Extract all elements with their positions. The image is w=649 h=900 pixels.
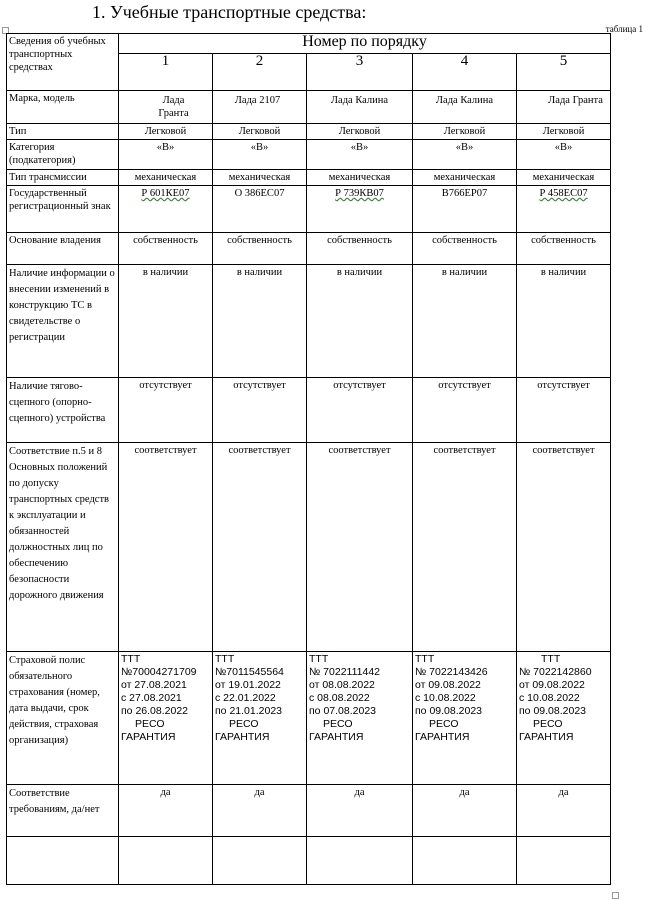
insurer-name: ГАРАНТИЯ [415, 731, 470, 743]
table-cell: механическая [307, 170, 413, 186]
insurer-name: ГАРАНТИЯ [309, 731, 364, 743]
insurer-name: ГАРАНТИЯ [519, 731, 574, 743]
table-cell: Легковой [517, 124, 611, 140]
empty-cell [413, 837, 517, 885]
policy-number: №7011545564 [215, 666, 284, 678]
table-cell [307, 186, 413, 233]
insurer-name: РЕСО [135, 718, 165, 730]
insurance-cell [119, 652, 213, 785]
plate-number: Р 739КВ07 [335, 188, 384, 199]
insurer-name: РЕСО [533, 718, 563, 730]
empty-cell [119, 837, 213, 885]
row-label: Страховой полис обязательного страхования (номер, дата выдачи, срок действия, страховая организация) [7, 652, 119, 785]
table-cell: «В» [517, 140, 611, 170]
table-number-label: таблица 1 [605, 24, 643, 34]
table-cell: «В» [119, 140, 213, 170]
table-cell: соответствует [413, 443, 517, 652]
table-cell: да [413, 785, 517, 837]
policy-number: № 7022142860 [519, 666, 592, 678]
table-row [7, 443, 611, 652]
row-label: Категория (подкатегория) [7, 140, 119, 170]
policy-valid-from: с 10.08.2022 [519, 692, 580, 704]
table-cell: Легковой [413, 124, 517, 140]
insurer-name: ГАРАНТИЯ [121, 731, 176, 743]
policy-issue-date: от 19.01.2022 [215, 679, 281, 691]
policy-valid-to: по 09.08.2023 [415, 705, 482, 717]
policy-series: ТТТ [215, 653, 235, 665]
table-cell: Лада Калина [413, 91, 517, 124]
table-cell: собственность [119, 233, 213, 265]
table-cell: собственность [517, 233, 611, 265]
policy-valid-from: с 08.08.2022 [309, 692, 370, 704]
policy-issue-date: от 09.08.2022 [415, 679, 481, 691]
plate-number: В766ЕР07 [441, 188, 488, 199]
policy-series: ТТТ [415, 653, 435, 665]
table-cell: собственность [413, 233, 517, 265]
row-label: Наличие тягово-сцепного (опорно-сцепного) устройства [7, 378, 119, 443]
plate-number: Р 601КЕ07 [141, 188, 190, 199]
table-cell: механическая [119, 170, 213, 186]
table-row [7, 785, 611, 837]
table-cell: Легковой [213, 124, 307, 140]
table-row-empty [7, 837, 611, 885]
table-cell: Лада Гранта [119, 91, 213, 124]
policy-series: ТТТ [541, 653, 561, 665]
row-label: Государственный регистрационный знак [7, 186, 119, 233]
table-cell: да [307, 785, 413, 837]
policy-series: ТТТ [309, 653, 329, 665]
table-cell: Легковой [119, 124, 213, 140]
policy-issue-date: от 08.08.2022 [309, 679, 375, 691]
table-resize-handle[interactable] [612, 892, 619, 899]
empty-cell [7, 837, 119, 885]
table-cell: отсутствует [413, 378, 517, 443]
table-cell [213, 186, 307, 233]
row-label: Основание владения [7, 233, 119, 265]
table-cell: в наличии [413, 265, 517, 378]
insurance-cell [413, 652, 517, 785]
table-cell [119, 186, 213, 233]
insurer-name: РЕСО [229, 718, 259, 730]
insurance-cell [517, 652, 611, 785]
policy-valid-to: по 07.08.2023 [309, 705, 376, 717]
table-row [7, 233, 611, 265]
row-label: Марка, модель [7, 91, 119, 124]
numbering-title: Номер по порядку [119, 34, 611, 54]
plate-number: Р 458ЕС07 [539, 188, 588, 199]
column-number: 1 [119, 54, 213, 91]
empty-cell [307, 837, 413, 885]
policy-series: ТТТ [121, 653, 141, 665]
table-cell: отсутствует [213, 378, 307, 443]
policy-valid-to: по 09.08.2023 [519, 705, 586, 717]
corner-label: Сведения об учебных транспортных средствах [9, 36, 106, 73]
table-row [7, 124, 611, 140]
row-label: Соответствие требованиям, да/нет [7, 785, 119, 837]
insurer-name: ГАРАНТИЯ [215, 731, 270, 743]
table-cell: отсутствует [119, 378, 213, 443]
column-number: 4 [413, 54, 517, 91]
table-row [7, 170, 611, 186]
table-cell: собственность [213, 233, 307, 265]
table-cell [413, 186, 517, 233]
policy-number: № 7022111442 [309, 666, 381, 678]
table-cell: в наличии [307, 265, 413, 378]
corner-label-cell [7, 34, 119, 91]
policy-issue-date: от 09.08.2022 [519, 679, 585, 691]
column-number: 5 [517, 54, 611, 91]
table-cell: механическая [413, 170, 517, 186]
table-cell: да [213, 785, 307, 837]
policy-issue-date: от 27.08.2021 [121, 679, 187, 691]
row-label: Тип [7, 124, 119, 140]
table-row [7, 186, 611, 233]
table-cell: механическая [213, 170, 307, 186]
table-cell: в наличии [213, 265, 307, 378]
policy-valid-to: по 26.08.2022 [121, 705, 188, 717]
table-cell: отсутствует [517, 378, 611, 443]
insurance-cell [213, 652, 307, 785]
table-row [7, 91, 611, 124]
policy-valid-from: с 10.08.2022 [415, 692, 476, 704]
table-cell: Лада Калина [307, 91, 413, 124]
empty-cell [517, 837, 611, 885]
document-heading: 1. Учебные транспортные средства: [92, 2, 367, 22]
insurer-name: РЕСО [323, 718, 353, 730]
column-number: 2 [213, 54, 307, 91]
table-row [7, 140, 611, 170]
table-cell: Лада 2107 [213, 91, 307, 124]
row-label: Тип трансмиссии [7, 170, 119, 186]
policy-valid-to: по 21.01.2023 [215, 705, 282, 717]
table-cell: отсутствует [307, 378, 413, 443]
insurance-cell [307, 652, 413, 785]
table-row [7, 265, 611, 378]
empty-cell [213, 837, 307, 885]
vehicles-table [6, 33, 611, 885]
table-cell: соответствует [517, 443, 611, 652]
table-row [7, 378, 611, 443]
table-cell: соответствует [307, 443, 413, 652]
table-cell: да [517, 785, 611, 837]
column-number: 3 [307, 54, 413, 91]
table-cell: Легковой [307, 124, 413, 140]
policy-valid-from: с 27.08.2021 [121, 692, 182, 704]
policy-number: № 7022143426 [415, 666, 488, 678]
table-cell: «В» [213, 140, 307, 170]
table-cell: соответствует [213, 443, 307, 652]
policy-number: №70004271709 [121, 666, 197, 678]
table-cell: «В» [413, 140, 517, 170]
table-cell: «В» [307, 140, 413, 170]
table-cell: в наличии [517, 265, 611, 378]
table-cell: собственность [307, 233, 413, 265]
table-cell: Лада Гранта [517, 91, 611, 124]
row-label: Наличие информации о внесении изменений в конструкцию ТС в свидетельстве о регистрации [7, 265, 119, 378]
table-row [7, 652, 611, 785]
table-cell: в наличии [119, 265, 213, 378]
table-cell [517, 186, 611, 233]
plate-number: О 386ЕС07 [234, 188, 285, 199]
row-label: Соответствие п.5 и 8 Основных положений по допуску транспортных средств к эксплуатации и обязанностей должностных лиц по обеспечению безопасности дорожного движения [7, 443, 119, 652]
table-cell: да [119, 785, 213, 837]
insurer-name: РЕСО [429, 718, 459, 730]
table-cell: механическая [517, 170, 611, 186]
policy-valid-from: с 22.01.2022 [215, 692, 276, 704]
table-cell: соответствует [119, 443, 213, 652]
